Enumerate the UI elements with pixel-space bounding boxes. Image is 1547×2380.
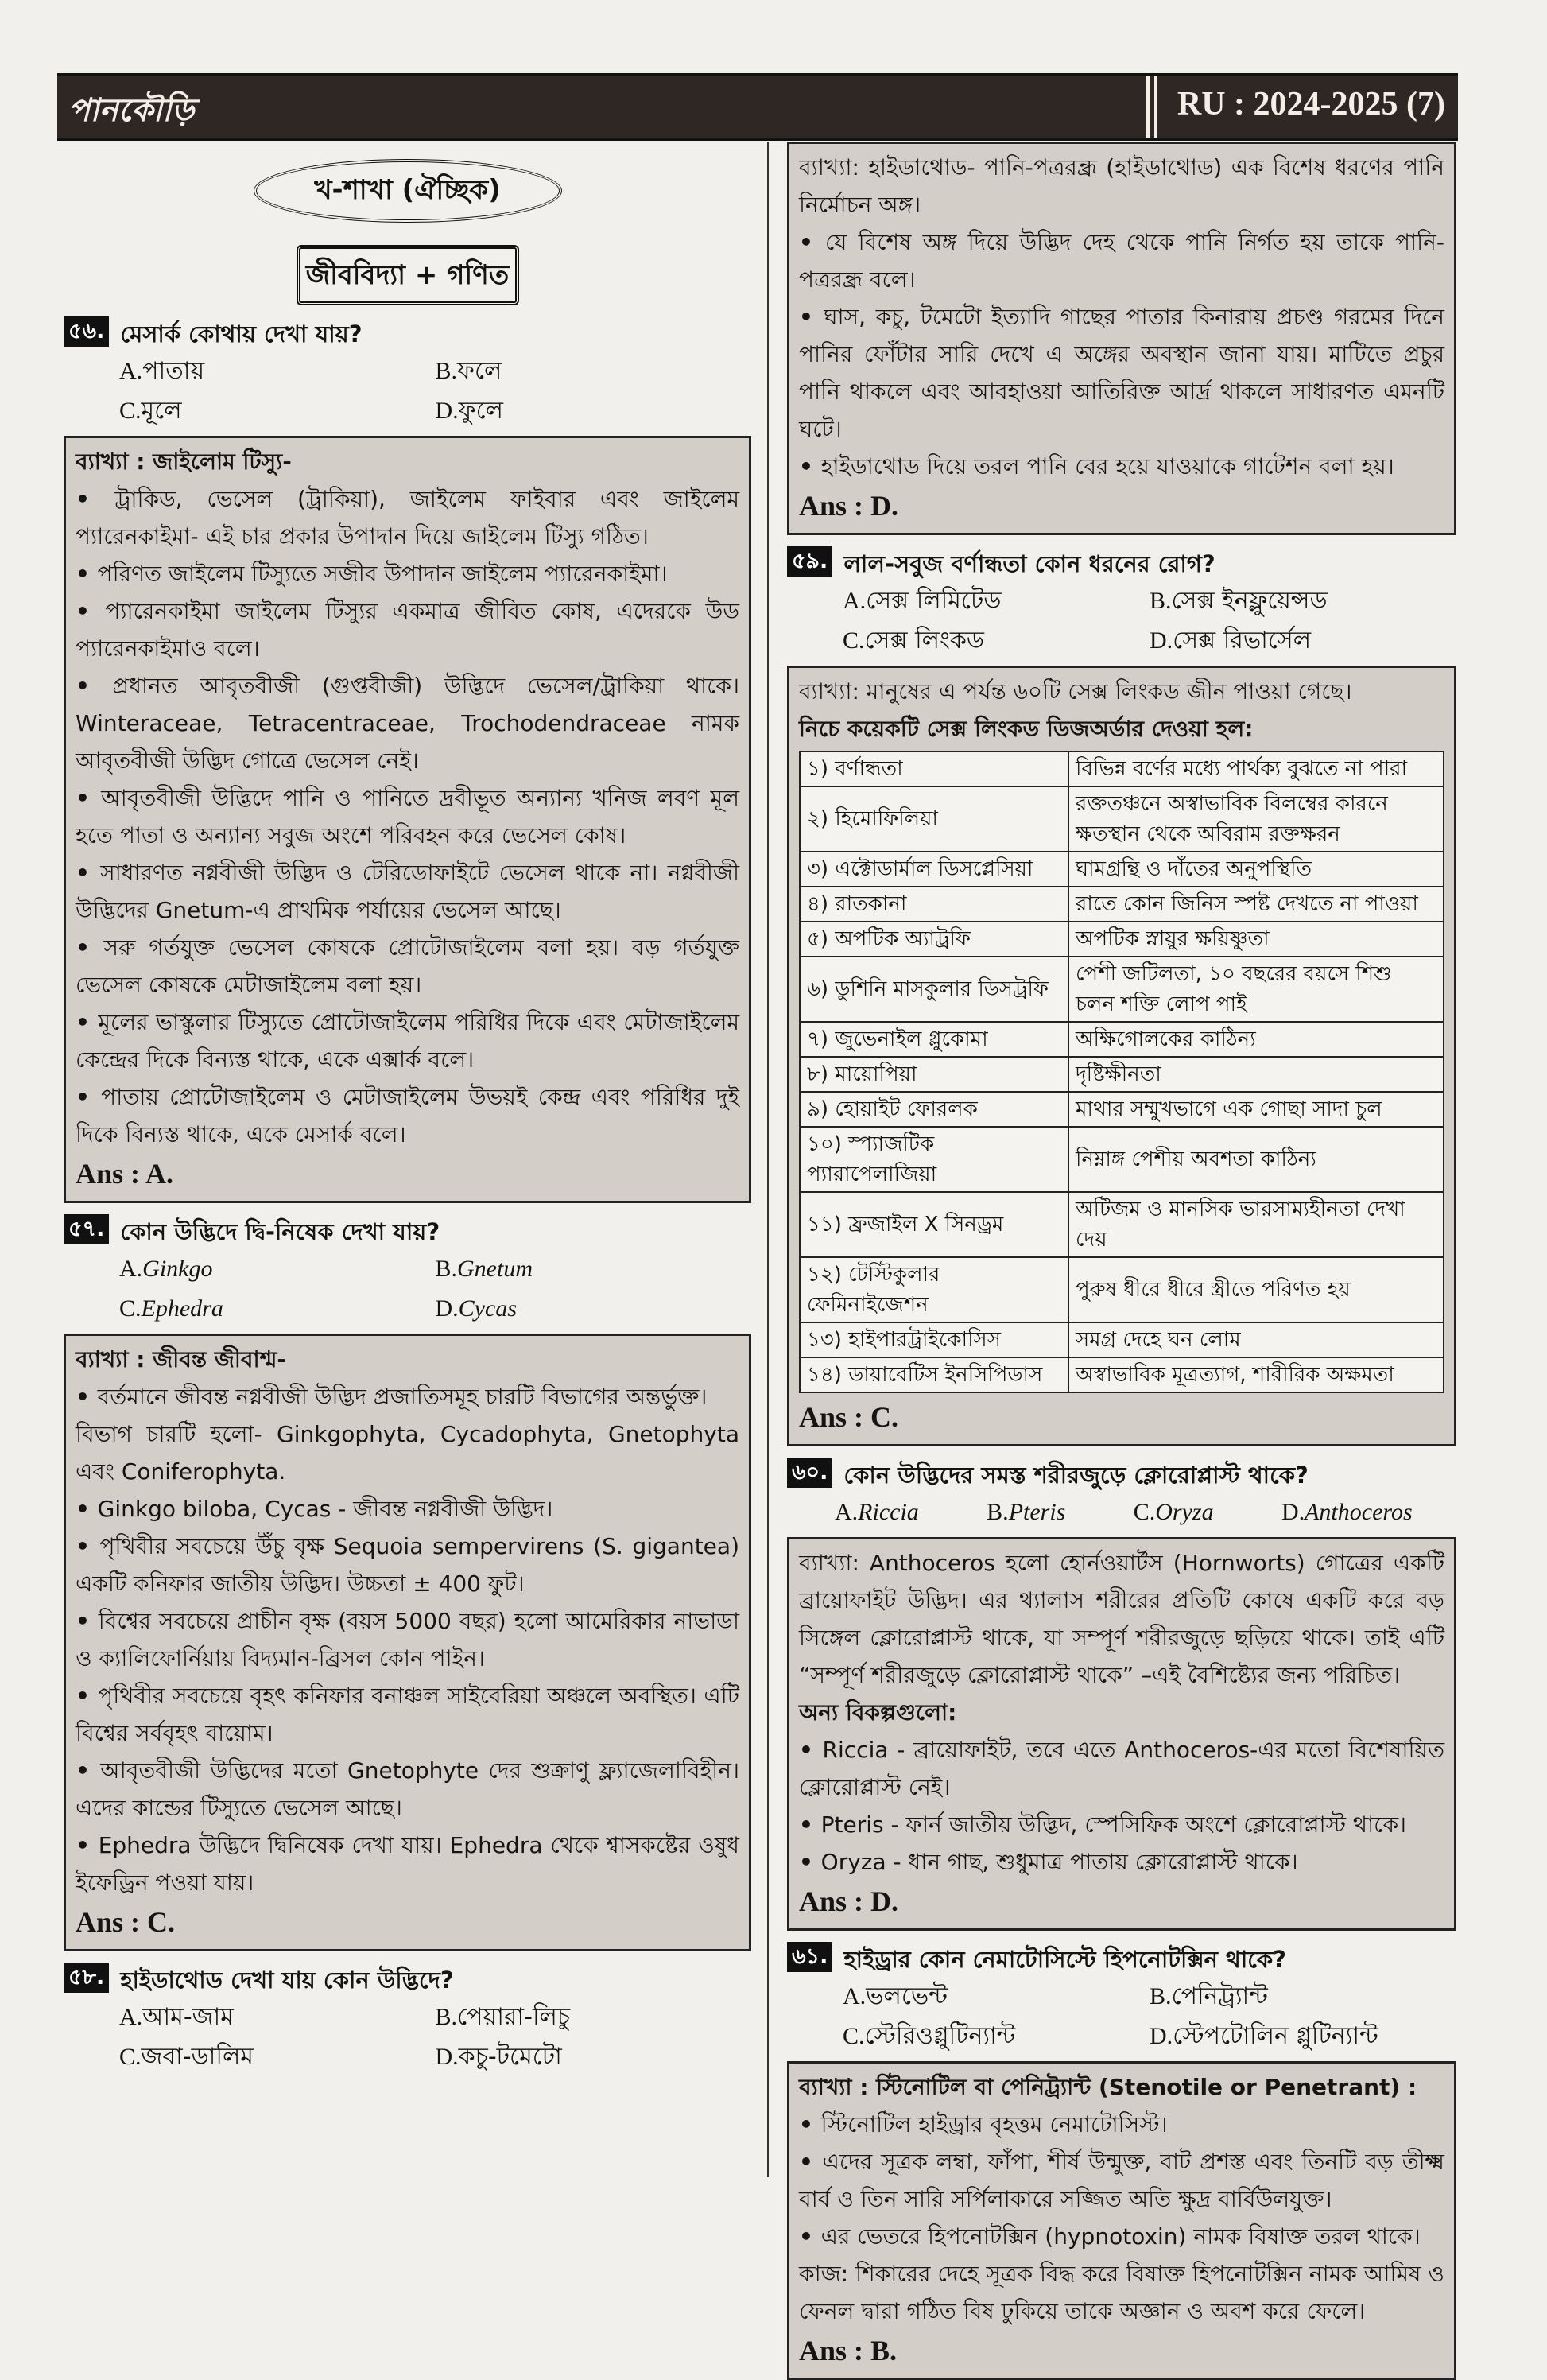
bullet-point: • ঘাস, কচু, টমেটো ইত্যাদি গাছের পাতার কিনারায় প্রচণ্ড গরমের দিনে পানির ফোঁটার সারি দেখে এ অঙ্গের অবস্থান জানা যায়। মাটিতে প্রচুর পানি থাকলে এবং আবহাওয়া আতিরিক্ত আর্দ্র থাকলে সাধারণত এমনটি ঘটে। bbox=[799, 298, 1444, 448]
option-b[interactable] bbox=[1150, 1977, 1456, 2017]
explanation-heading: ব্যাখ্যা : জীবন্ত জীবাশ্ম- bbox=[76, 1346, 287, 1372]
bullet-point: • আবৃতবীজী উদ্ভিদে পানি ও পানিতে দ্রবীভূত অন্যান্য খনিজ লবণ মূল হতে পাতা ও অন্যান্য সবুজ অংশে পরিবহন করে ভেসেল কোষ। bbox=[76, 779, 739, 854]
bullet-point: • Ephedra উদ্ভিদে দ্বিনিষেক দেখা যায়। Ephedra থেকে শ্বাসকষ্টের ওষুধ ইফেড্রিন পওয়া যায়। bbox=[76, 1827, 739, 1901]
options-list bbox=[64, 1998, 751, 2077]
question bbox=[64, 316, 751, 351]
question bbox=[64, 1963, 751, 1998]
table-row bbox=[800, 1022, 1444, 1057]
bullet-point: • পৃথিবীর সবচেয়ে উঁচু বৃক্ষ Sequoia sempervirens (S. gigantea) একটি কনিফার জাতীয় উদ্ভিদ। উচ্চতা ± 400 ফুট। bbox=[76, 1528, 739, 1602]
disorder-name: ১১) ফ্রজাইল X সিনড্রম bbox=[800, 1192, 1068, 1257]
option-text: কচু-টমেটো bbox=[458, 2043, 562, 2071]
disorder-description: রাতে কোন জিনিস স্পষ্ট দেখতে না পাওয়া bbox=[1068, 887, 1444, 922]
disorder-description: অক্ষিগোলকের কাঠিন্য bbox=[1068, 1022, 1444, 1057]
table-row bbox=[800, 887, 1444, 922]
explanation-text: ব্যাখ্যা: হাইডাথোড- পানি-পত্ররন্ধ্র (হাইডাথোড) এক বিশেষ ধরণের পানি নির্মোচন অঙ্গ। bbox=[799, 154, 1444, 218]
answer: Ans : D. bbox=[799, 1885, 899, 1917]
left-column bbox=[64, 142, 751, 2077]
option-text: পাতায় bbox=[142, 357, 205, 385]
disorder-description: অটিজম ও মানসিক ভারসাম্যহীনতা দেখা দেয় bbox=[1068, 1192, 1444, 1257]
explanation-heading: ব্যাখ্যা : স্টিনোটিল বা পেনিট্র্যান্ট (Stenotile or Penetrant) : bbox=[799, 2074, 1417, 2100]
bullet-point: • মূলের ভাস্কুলার টিস্যুতে প্রোটোজাইলেম পরিধির দিকে এবং মেটাজাইলেম কেন্দ্রের দিকে বিন্যস্ত থাকে, একে এক্সার্ক বলে। bbox=[76, 1004, 739, 1078]
bullet-point: • বর্তমানে জীবন্ত নগ্নবীজী উদ্ভিদ প্রজাতিসমূহ চারটি বিভাগের অন্তর্ভুক্ত। bbox=[76, 1378, 739, 1415]
left-questions bbox=[64, 316, 751, 2077]
disorder-description: দৃষ্টিক্ষীনতা bbox=[1068, 1057, 1444, 1092]
exam-title: RU : 2024-2025 (7) bbox=[1177, 86, 1445, 122]
disorder-description: বিভিন্ন বর্ণের মধ্যে পার্থক্য বুঝতে না পারা bbox=[1068, 751, 1444, 786]
table-row bbox=[800, 1057, 1444, 1092]
disorder-description: মাথার সম্মুখভাগে এক গোছা সাদা চুল bbox=[1068, 1092, 1444, 1127]
bullet-point: • Riccia - ব্রায়োফাইট, তবে এতে Anthoceros-এর মতো বিশেষায়িত ক্লোরোপ্লাস্ট নেই। bbox=[799, 1731, 1444, 1806]
option-d[interactable] bbox=[1281, 1493, 1456, 1532]
disorder-name: ৭) জুভেনাইল গ্লুকোমা bbox=[800, 1022, 1068, 1057]
explanation-heading: অন্য বিকল্পগুলো: bbox=[799, 1699, 957, 1726]
answer: Ans : B. bbox=[799, 2335, 898, 2366]
bullet-point: • এদের সূত্রক লম্বা, ফাঁপা, শীর্ষ উন্মুক্ত, বাট প্রশস্ত এবং তিনটি বড় তীক্ষ্ম বার্ব ও তিন সারি সর্পিলাকারে সজ্জিত অতি ক্ষুদ্র বার্বিউলযুক্ত। bbox=[799, 2143, 1444, 2218]
bullet-point: • Pteris - ফার্ন জাতীয় উদ্ভিদ, স্পেসিফিক অংশে ক্লোরোপ্লাস্ট থাকে। bbox=[799, 1806, 1444, 1843]
table-row bbox=[800, 922, 1444, 957]
disorder-description: সমগ্র দেহে ঘন লোম bbox=[1068, 1322, 1444, 1357]
table-row bbox=[800, 1257, 1444, 1322]
question bbox=[787, 546, 1456, 581]
question-block bbox=[64, 1214, 751, 1951]
bullet-point: • পৃথিবীর সবচেয়ে বৃহৎ কনিফার বনাঞ্চল সাইবেরিয়া অঞ্চলে অবস্থিত। এটি বিশ্বের সর্ববৃহৎ বায়োম। bbox=[76, 1677, 739, 1752]
table-row bbox=[800, 1322, 1444, 1357]
option-b[interactable] bbox=[436, 351, 752, 391]
bullet-point: • Oryza - ধান গাছ, শুধুমাত্র পাতায় ক্লোরোপ্লাস্ট থাকে। bbox=[799, 1843, 1444, 1881]
bullet-point: • আবৃতবীজী উদ্ভিদের মতো Gnetophyte দের শুক্রাণু ফ্ল্যাজেলাবিহীন। এদের কান্ডের টিস্যুতে ভেসেল আছে। bbox=[76, 1752, 739, 1827]
bullet-point: • পাতায় প্রোটোজাইলেম ও মেটাজাইলেম উভয়ই কেন্দ্র এবং পরিধির দুই দিকে বিন্যস্ত থাকে, একে মেসার্ক বলে। bbox=[76, 1078, 739, 1153]
option-text: Riccia bbox=[858, 1499, 919, 1525]
question-block bbox=[787, 546, 1456, 1446]
option-text: ফুলে bbox=[458, 397, 504, 425]
disorder-name: ৮) মায়োপিয়া bbox=[800, 1057, 1068, 1092]
explanation-box bbox=[64, 1334, 751, 1951]
option-text: Anthoceros bbox=[1305, 1499, 1413, 1525]
question-number: ৬১. bbox=[787, 1942, 832, 1972]
right-column bbox=[787, 142, 1456, 2380]
option-b[interactable] bbox=[1150, 581, 1456, 621]
option-d[interactable] bbox=[436, 1289, 752, 1329]
answer: Ans : D. bbox=[799, 490, 899, 522]
option-d[interactable] bbox=[436, 391, 752, 431]
option-label: C. bbox=[843, 627, 865, 654]
disorder-description: অস্বাভাবিক মূত্রত্যাগ, শারীরিক অক্ষমতা bbox=[1068, 1357, 1444, 1392]
question-number: ৫৭. bbox=[64, 1214, 109, 1244]
option-label: C. bbox=[119, 2044, 142, 2070]
table-row bbox=[800, 1357, 1444, 1392]
bullet-point: • সাধারণত নগ্নবীজী উদ্ভিদ ও টেরিডোফাইটে ভেসেল থাকে না। নগ্নবীজী উদ্ভিদের Gnetum-এ প্রাথমিক পর্যায়ের ভেসেল আছে। bbox=[76, 854, 739, 929]
option-label: D. bbox=[1150, 2023, 1173, 2049]
subject-title: জীববিদ্যা + গণিত bbox=[297, 245, 519, 305]
answer: Ans : C. bbox=[76, 1906, 176, 1938]
explanation-text: ব্যাখ্যা: Anthoceros হলো হোর্নওয়ার্টস (Hornworts) গোত্রের একটি ব্রায়োফাইট উদ্ভিদ। এর থ্যালাস শরীরের প্রতিটি কোষে একটি করে বড় সিঙ্গেল ক্লোরোপ্লাস্ট থাকে, যা সম্পূর্ণ শরীরজুড়ে ছড়িয়ে থাকে। তাই এটি “সম্পূর্ণ শরীরজুড়ে ক্লোরোপ্লাস্ট থাকে” –এই বৈশিষ্ট্যের জন্য পরিচিত। bbox=[799, 1550, 1444, 1688]
option-label: B. bbox=[1150, 588, 1172, 614]
option-label: D. bbox=[1150, 627, 1173, 654]
option-text: পেয়ারা-লিচু bbox=[457, 2003, 571, 2031]
option-text: ফলে bbox=[457, 357, 502, 385]
explanation-box bbox=[787, 142, 1456, 535]
disorder-description: ঘামগ্রন্থি ও দাঁতের অনুপস্থিতি bbox=[1068, 852, 1444, 887]
option-text: Gnetum bbox=[457, 1256, 533, 1282]
question bbox=[64, 1214, 751, 1249]
question-text: কোন উদ্ভিদে দ্বি-নিষেক দেখা যায়? bbox=[120, 1218, 440, 1245]
bullet-point: • Ginkgo biloba, Cycas - জীবন্ত নগ্নবীজী উদ্ভিদ। bbox=[76, 1490, 739, 1528]
option-c[interactable] bbox=[119, 391, 436, 431]
section-title: খ-শাখা (ঐচ্ছিক) bbox=[254, 159, 562, 223]
explanation-text: ব্যাখ্যা: মানুষের এ পর্যন্ত ৬০টি সেক্স লিংকড জীন পাওয়া গেছে। bbox=[799, 678, 1352, 705]
table-row bbox=[800, 786, 1444, 852]
disorder-name: ৯) হোয়াইট ফোরলক bbox=[800, 1092, 1068, 1127]
bullet-point: • স্টিনোটিল হাইড্রার বৃহত্তম নেমাটোসিস্ট। bbox=[799, 2106, 1444, 2143]
explanation-box bbox=[787, 1537, 1456, 1931]
disorder-name: ৬) ডুশিনি মাসকুলার ডিসট্রফি bbox=[800, 957, 1068, 1022]
bullet-point: • যে বিশেষ অঙ্গ দিয়ে উদ্ভিদ দেহ থেকে পানি নির্গত হয় তাকে পানি-পত্ররন্ধ্র বলে। bbox=[799, 223, 1444, 298]
option-b[interactable] bbox=[987, 1493, 1110, 1532]
option-text: পেনিট্র্যান্ট bbox=[1171, 1982, 1268, 2010]
disorder-description: পুরুষ ধীরে ধীরে স্ত্রীতে পরিণত হয় bbox=[1068, 1257, 1444, 1322]
bullet-point: • সরু গর্তযুক্ত ভেসেল কোষকে প্রোটোজাইলেম বলা হয়। বড় গর্তযুক্ত ভেসেল কোষকে মেটাজাইলেম বলা হয়। bbox=[76, 929, 739, 1004]
option-d[interactable] bbox=[436, 2037, 752, 2077]
option-text: সেক্স লিমিটেড bbox=[866, 587, 1002, 615]
answer: Ans : A. bbox=[76, 1158, 174, 1190]
option-b[interactable] bbox=[436, 1249, 752, 1289]
option-text: সেক্স রিভার্সেল bbox=[1173, 627, 1312, 654]
option-text: Pteris bbox=[1008, 1499, 1066, 1525]
explanation-text: বিভাগ চারটি হলো- Ginkgophyta, Cycadophyta, Gnetophyta এবং Coniferophyta. bbox=[76, 1421, 739, 1485]
option-text: স্টেপটোলিন গ্লুটিন্যান্ট bbox=[1173, 2022, 1378, 2050]
question-block bbox=[787, 1458, 1456, 1931]
bullet-point: • পরিণত জাইলেম টিস্যুতে সজীব উপাদান জাইলেম প্যারেনকাইমা। bbox=[76, 555, 739, 592]
question bbox=[787, 1942, 1456, 1977]
option-c[interactable] bbox=[1134, 1493, 1258, 1532]
explanation-text: কাজ: শিকারের দেহে সূত্রক বিদ্ধ করে বিষাক্ত হিপনোটক্সিন নামক আমিষ ও ফেনল দ্বারা গঠিত বিষ ঢুকিয়ে তাকে অজ্ঞান ও অবশ করে ফেলে। bbox=[799, 2261, 1444, 2324]
explanation-box bbox=[787, 2061, 1456, 2380]
explanation-box bbox=[787, 666, 1456, 1446]
question-text: হাইডাথোড দেখা যায় কোন উদ্ভিদে? bbox=[120, 1967, 454, 1994]
option-text: মূলে bbox=[141, 397, 182, 425]
option-b[interactable] bbox=[436, 1998, 752, 2037]
option-label: B. bbox=[435, 2004, 458, 2030]
page-header bbox=[57, 73, 1458, 141]
right-questions bbox=[787, 546, 1456, 2380]
disorder-name: ৫) অপটিক অ্যাট্রফি bbox=[800, 922, 1068, 957]
bullet-point: • প্যারেনকাইমা জাইলেম টিস্যুর একমাত্র জীবিত কোষ, এদেরকে উড প্যারেনকাইমাও বলে। bbox=[76, 592, 739, 667]
question-text: কোন উদ্ভিদের সমস্ত শরীরজুড়ে ক্লোরোপ্লাস্ট থাকে? bbox=[843, 1462, 1309, 1489]
table-row bbox=[800, 957, 1444, 1022]
option-label: A. bbox=[119, 2004, 143, 2030]
disorder-description: পেশী জটিলতা, ১০ বছরের বয়সে শিশু চলন শক্তি লোপ পাই bbox=[1068, 957, 1444, 1022]
option-text: আম-জাম bbox=[142, 2003, 234, 2031]
option-d[interactable] bbox=[1150, 2017, 1456, 2056]
option-c[interactable] bbox=[119, 2037, 436, 2077]
option-a[interactable] bbox=[835, 1493, 963, 1532]
option-label: D. bbox=[435, 1295, 459, 1322]
option-text: Cycas bbox=[458, 1295, 517, 1322]
option-text: সেক্স ইনফ্লুয়েন্সড bbox=[1171, 587, 1328, 615]
option-a[interactable] bbox=[119, 1998, 436, 2037]
option-label: C. bbox=[119, 1295, 142, 1322]
question-block bbox=[787, 1942, 1456, 2380]
sex-linked-disorders-table bbox=[799, 751, 1444, 1393]
disorder-name: ১২) টেস্টিকুলার ফেমিনাইজেশন bbox=[800, 1257, 1068, 1322]
option-label: D. bbox=[1281, 1499, 1305, 1525]
option-label: C. bbox=[119, 398, 142, 424]
table-row bbox=[800, 1127, 1444, 1192]
disorder-name: ১) বর্ণান্ধতা bbox=[800, 751, 1068, 786]
option-a[interactable] bbox=[843, 1977, 1150, 2017]
bullet-point: • হাইডাথোড দিয়ে তরল পানি বের হয়ে যাওয়াকে গাটেশন বলা হয়। bbox=[799, 448, 1444, 485]
disorder-name: ২) হিমোফিলিয়া bbox=[800, 786, 1068, 852]
question-number: ৬০. bbox=[787, 1458, 832, 1488]
option-label: C. bbox=[1133, 1499, 1156, 1525]
column-divider bbox=[767, 142, 769, 2177]
option-c[interactable] bbox=[843, 621, 1150, 661]
option-a[interactable] bbox=[843, 581, 1150, 621]
explanation-box bbox=[64, 436, 751, 1203]
answer: Ans : C. bbox=[799, 1401, 899, 1433]
option-label: B. bbox=[435, 1256, 458, 1282]
options-list bbox=[787, 581, 1456, 661]
disorder-name: ৪) রাতকানা bbox=[800, 887, 1068, 922]
option-label: C. bbox=[843, 2023, 865, 2049]
table-row bbox=[800, 852, 1444, 887]
option-text: স্টেরিওগ্লুটিন্যান্ট bbox=[864, 2022, 1016, 2050]
disorder-name: ১০) স্প্যাজটিক প্যারাপেলাজিয়া bbox=[800, 1127, 1068, 1192]
question-number: ৫৯. bbox=[787, 546, 832, 577]
bullet-point: • প্রধানত আবৃতবীজী (গুপ্তবীজী) উদ্ভিদে ভেসেল/ট্রাকিয়া থাকে। Winteraceae, Tetracentraceae, Trochodendraceae নামক আবৃতবীজী উদ্ভিদ গোত্রে ভেসেল নেই। bbox=[76, 667, 739, 779]
question-block bbox=[64, 1963, 751, 2077]
option-text: জবা-ডালিম bbox=[141, 2043, 254, 2071]
options-list bbox=[64, 1249, 751, 1329]
option-label: A. bbox=[843, 1983, 867, 2009]
option-text: সেক্স লিংকড bbox=[864, 627, 985, 654]
options-list bbox=[787, 1493, 1456, 1532]
question-block bbox=[64, 316, 751, 1203]
disorder-description: নিম্নাঙ্গ পেশীয় অবশতা কাঠিন্য bbox=[1068, 1127, 1444, 1192]
disorder-name: ১৪) ডায়াবেটিস ইনসিপিডাস bbox=[800, 1357, 1068, 1392]
header-separator bbox=[1146, 76, 1157, 138]
option-text: ভলভেন্ট bbox=[866, 1982, 948, 2010]
option-text: Ginkgo bbox=[142, 1256, 213, 1282]
option-text: Oryza bbox=[1155, 1499, 1214, 1525]
option-label: B. bbox=[435, 358, 458, 384]
brand-logo-text: পানকৌড়ি bbox=[68, 92, 195, 129]
option-label: D. bbox=[435, 2044, 459, 2070]
disorder-description: রক্ততঞ্চনে অস্বাভাবিক বিলম্বের কারনে ক্ষতস্থান থেকে অবিরাম রক্তক্ষরন bbox=[1068, 786, 1444, 852]
explanation-heading: ব্যাখ্যা : জাইলোম টিস্যু- bbox=[76, 448, 292, 475]
option-d[interactable] bbox=[1150, 621, 1456, 661]
question bbox=[787, 1458, 1456, 1493]
disorder-name: ৩) এক্টোডার্মাল ডিসপ্লেসিয়া bbox=[800, 852, 1068, 887]
option-label: A. bbox=[835, 1499, 859, 1525]
option-label: D. bbox=[435, 398, 459, 424]
question-text: লাল-সবুজ বর্ণান্ধতা কোন ধরনের রোগ? bbox=[843, 550, 1216, 577]
option-label: A. bbox=[119, 1256, 143, 1282]
option-label: A. bbox=[119, 358, 143, 384]
option-label: A. bbox=[843, 588, 867, 614]
option-a[interactable] bbox=[119, 351, 436, 391]
question-number: ৫৬. bbox=[64, 316, 109, 347]
option-c[interactable] bbox=[119, 1289, 436, 1329]
options-list bbox=[787, 1977, 1456, 2056]
question-number: ৫৮. bbox=[64, 1963, 109, 1993]
option-label: B. bbox=[987, 1499, 1009, 1525]
question-text: হাইড্রার কোন নেমাটোসিস্টে হিপনোটক্সিন থাকে? bbox=[843, 1946, 1287, 1973]
table-row bbox=[800, 1092, 1444, 1127]
options-list bbox=[64, 351, 751, 431]
question-text: মেসার্ক কোথায় দেখা যায়? bbox=[120, 320, 363, 347]
disorder-name: ১৩) হাইপারট্রাইকোসিস bbox=[800, 1322, 1068, 1357]
table-row bbox=[800, 751, 1444, 786]
disorder-description: অপটিক স্নায়ুর ক্ষয়িষ্ণুতা bbox=[1068, 922, 1444, 957]
bullet-point: • এর ভেতরে হিপনোটক্সিন (hypnotoxin) নামক বিষাক্ত তরল থাকে। bbox=[799, 2218, 1444, 2255]
bullet-point: • ট্রাকিড, ভেসেল (ট্রাকিয়া), জাইলেম ফাইবার এবং জাইলেম প্যারেনকাইমা- এই চার প্রকার উপাদান দিয়ে জাইলেম টিস্যু গঠিত। bbox=[76, 480, 739, 555]
option-text: Ephedra bbox=[141, 1295, 223, 1322]
explanation-heading: নিচে কয়েকটি সেক্স লিংকড ডিজঅর্ডার দেওয়া হল: bbox=[799, 716, 1254, 742]
table-row bbox=[800, 1192, 1444, 1257]
option-a[interactable] bbox=[119, 1249, 436, 1289]
option-label: B. bbox=[1150, 1983, 1172, 2009]
option-c[interactable] bbox=[843, 2017, 1150, 2056]
bullet-point: • বিশ্বের সবচেয়ে প্রাচীন বৃক্ষ (বয়স 5000 বছর) হলো আমেরিকার নাভাডা ও ক্যালিফোর্নিয়ায় বিদ্যমান-ব্রিসল কোন পাইন। bbox=[76, 1602, 739, 1677]
